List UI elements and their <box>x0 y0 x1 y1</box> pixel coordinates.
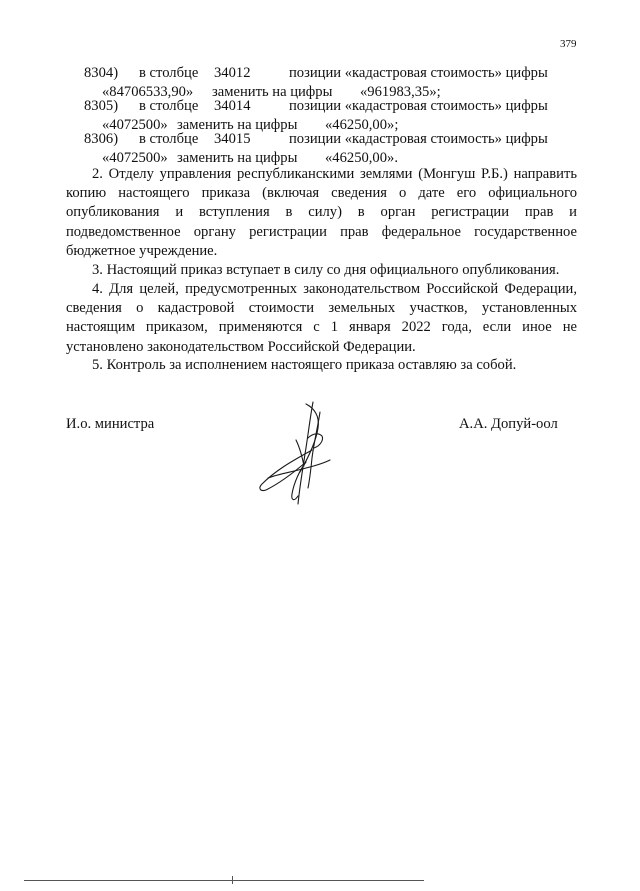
entry-column-label: в столбце <box>139 98 199 114</box>
page-bottom-rule <box>24 880 424 881</box>
entry-old-value: «84706533,90» <box>102 84 194 100</box>
signatory-position: И.о. министра <box>66 416 155 432</box>
entry-code: 34015 <box>214 131 251 147</box>
entry-old-value: «4072500» <box>102 150 168 166</box>
entry-position-text: позиции «кадастровая стоимость» цифры <box>289 65 548 81</box>
entry-number: 8306) <box>84 131 119 147</box>
entry-replace-text: заменить на цифры <box>212 84 333 100</box>
entry-position-text: позиции «кадастровая стоимость» цифры <box>289 131 548 147</box>
entry-column-label: в столбце <box>139 131 199 147</box>
page-bottom-tick <box>232 876 233 884</box>
paragraph-5: 5. Контроль за исполнением настоящего приказа оставляю за собой. <box>92 357 517 373</box>
paragraph-4: 4. Для целей, предусмотренных законодательством Российской Федерации, сведения о кадастровой стоимости земельных участков, установленных настоящим приказом, применяются с 1 января 2022 года, если иное не установлено законодательством Российской Федерации. <box>66 281 577 355</box>
entry-replace-text: заменить на цифры <box>177 150 298 166</box>
entry-number: 8304) <box>84 65 119 81</box>
entry-code: 34012 <box>214 65 251 81</box>
entry-number: 8305) <box>84 98 119 114</box>
paragraph-3: 3. Настоящий приказ вступает в силу со дня официального опубликования. <box>92 262 560 278</box>
paragraph-2: 2. Отделу управления республиканскими землями (Монгуш Р.Б.) направить копию настоящего приказа (включая сведения о дате его официального опубликования и вступления в силу) в орган регистрации прав и подведомственное органу регистрации прав федеральное государственное бюджетное учреждение. <box>66 166 577 259</box>
entry-position-text: позиции «кадастровая стоимость» цифры <box>289 98 548 114</box>
signatory-name: А.А. Допуй-оол <box>459 416 558 432</box>
handwritten-signature <box>248 398 338 510</box>
entry-column-label: в столбце <box>139 65 199 81</box>
page-number: 379 <box>560 38 577 50</box>
entry-code: 34014 <box>214 98 251 114</box>
entry-new-value: «961983,35»; <box>360 84 441 100</box>
entry-new-value: «46250,00»; <box>325 117 399 133</box>
entry-replace-text: заменить на цифры <box>177 117 298 133</box>
entry-new-value: «46250,00». <box>325 150 398 166</box>
entry-old-value: «4072500» <box>102 117 168 133</box>
